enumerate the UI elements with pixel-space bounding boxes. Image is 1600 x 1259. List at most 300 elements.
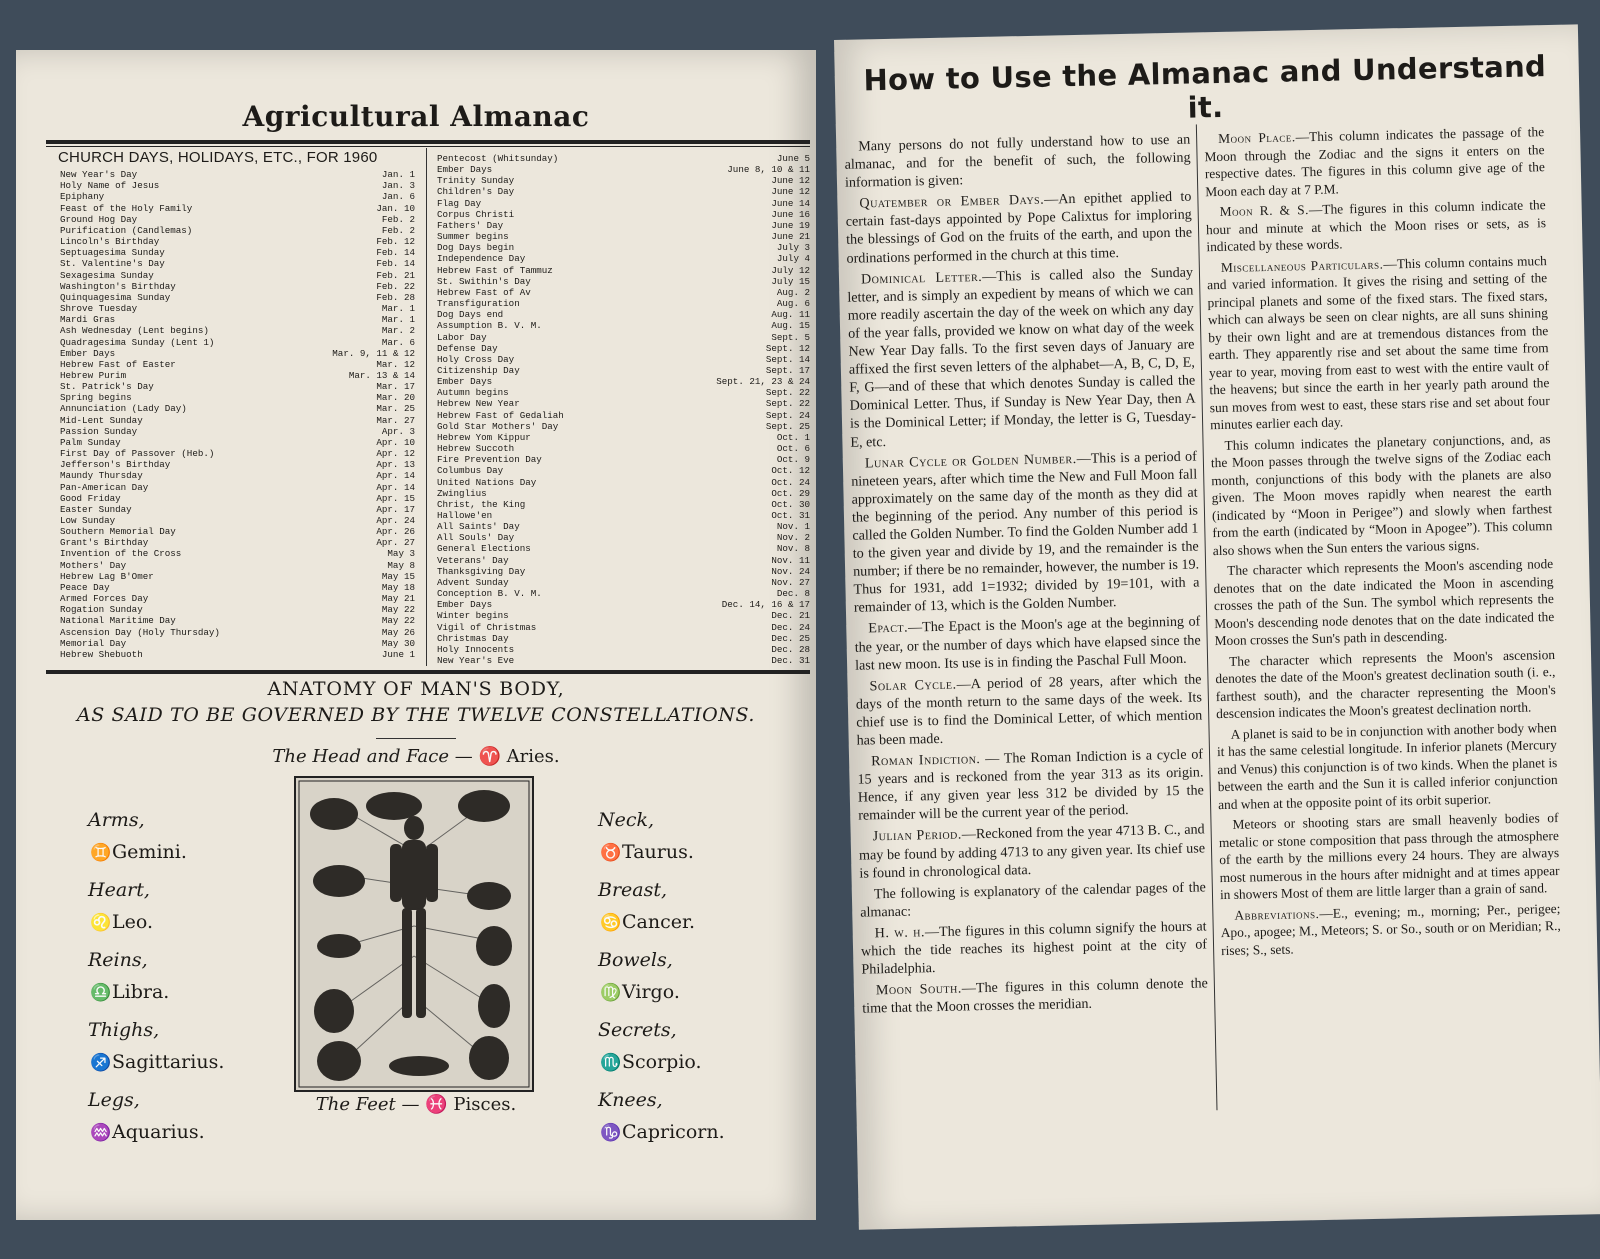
holiday-row xyxy=(46,560,421,571)
holiday-date: Nov. 1 xyxy=(776,521,810,533)
holiday-row xyxy=(46,504,421,515)
explanation-paragraph xyxy=(1213,555,1555,650)
gemini-icon: ♊ xyxy=(90,843,112,863)
holiday-name: Hebrew Fast of Tammuz xyxy=(437,264,553,276)
holiday-row xyxy=(46,403,421,414)
body-part-label: Bowels, xyxy=(598,949,673,971)
holiday-row xyxy=(46,258,421,269)
holiday-name: Ember Days xyxy=(437,599,493,611)
explanation-column-2 xyxy=(1204,123,1561,962)
paragraph-lead: Moon South. xyxy=(875,980,963,999)
holiday-date: Apr. 12 xyxy=(376,448,415,460)
zodiac-sign-line xyxy=(598,836,694,869)
holiday-name: Armed Forces Day xyxy=(60,593,149,605)
holiday-date: Dec. 14, 16 & 17 xyxy=(721,599,810,611)
holiday-name: Holy Cross Day xyxy=(437,353,515,365)
holiday-name: Christmas Day xyxy=(437,632,509,644)
zodiac-man-illustration xyxy=(294,776,534,1092)
zodiac-sign-line xyxy=(88,1046,224,1079)
holiday-row xyxy=(433,153,810,164)
paragraph-lead: Roman Indiction. xyxy=(870,751,981,770)
holiday-row xyxy=(46,180,421,191)
how-to-use-title: How to Use the Almanac and Understand it. xyxy=(863,49,1547,125)
church-days-left-column xyxy=(46,148,421,660)
holiday-date: May 22 xyxy=(381,615,415,627)
holiday-date: Jan. 6 xyxy=(381,191,415,203)
cancer-icon: ♋ xyxy=(600,913,622,933)
holiday-row xyxy=(433,164,810,175)
zodiac-sign-line xyxy=(88,906,153,939)
holiday-row xyxy=(46,169,421,180)
holiday-date: Jan. 1 xyxy=(381,169,415,181)
zodiac-sign-name: Aquarius. xyxy=(112,1121,205,1143)
holiday-date: Mar. 25 xyxy=(376,403,415,415)
holiday-row xyxy=(433,365,810,376)
table-bottom-rule xyxy=(46,670,810,674)
holiday-row xyxy=(433,276,810,287)
holiday-name: Invention of the Cross xyxy=(60,548,182,560)
explanation-paragraph xyxy=(857,746,1204,826)
holiday-name: Pentecost (Whitsunday) xyxy=(437,153,559,164)
holiday-date: June 16 xyxy=(771,208,810,220)
holiday-date: Oct. 9 xyxy=(776,454,810,466)
paragraph-text: —Reckoned from the year 4713 B. C., and may be found by adding 4713 to any given year. Its chief use is found in chronological data. xyxy=(858,821,1206,882)
explanation-paragraph xyxy=(1207,252,1551,434)
holiday-date: Apr. 14 xyxy=(376,470,415,482)
holiday-name: Passion Sunday xyxy=(60,425,138,437)
holiday-row xyxy=(433,599,810,610)
holiday-date: July 12 xyxy=(771,264,810,276)
holiday-name: Hebrew New Year xyxy=(437,398,520,410)
holiday-name: Fathers' Day xyxy=(437,219,504,231)
church-days-heading: CHURCH DAYS, HOLIDAYS, ETC., FOR 1960 xyxy=(58,149,378,166)
church-days-table xyxy=(46,148,810,668)
holiday-name: St. Valentine's Day xyxy=(60,258,165,270)
holiday-name: Fire Prevention Day xyxy=(437,454,542,466)
anatomy-subtitle: AS SAID TO BE GOVERNED BY THE TWELVE CONSTELLATIONS. xyxy=(76,704,756,726)
holiday-name: Veterans' Day xyxy=(437,554,509,566)
holiday-row xyxy=(46,203,421,214)
holiday-name: Thanksgiving Day xyxy=(437,565,526,577)
church-days-right-column xyxy=(426,148,810,666)
feet-part-label: The Feet — xyxy=(315,1094,420,1115)
holiday-name: Summer begins xyxy=(437,231,509,243)
holiday-row xyxy=(46,482,421,493)
holiday-date: May 8 xyxy=(387,559,415,571)
holiday-date: Feb. 12 xyxy=(376,236,415,248)
holiday-date: Aug. 2 xyxy=(776,286,810,298)
holiday-row xyxy=(433,432,810,443)
holiday-row xyxy=(46,270,421,281)
holiday-row xyxy=(46,627,421,638)
zodiac-sign-name: Gemini. xyxy=(112,841,187,863)
holiday-row xyxy=(46,370,421,381)
paragraph-text: Meteors or shooting stars are small heavenly bodies of metalic or stone composition that pass through the atmosphere of the earth by the millions every 24 hours. They are always most numerous in the hours after midnight and at times appear in showers Most of them are little larger than a grain of sand. xyxy=(1218,810,1560,903)
holiday-date: Nov. 8 xyxy=(776,543,810,555)
explanation-paragraph xyxy=(1206,196,1547,256)
holiday-row xyxy=(433,577,810,588)
holiday-name: Ash Wednesday (Lent begins) xyxy=(60,325,209,337)
holiday-row xyxy=(46,437,421,448)
holiday-row xyxy=(46,225,421,236)
head-part-label: The Head and Face — xyxy=(272,746,473,767)
holiday-date: June 14 xyxy=(771,197,810,209)
holiday-date: Dec. 25 xyxy=(771,632,810,644)
holiday-date: Dec. 31 xyxy=(771,655,810,667)
holiday-row xyxy=(46,292,421,303)
holiday-date: Feb. 14 xyxy=(376,247,415,259)
scorpio-icon: ♏ xyxy=(600,1053,622,1073)
holiday-name: Holy Innocents xyxy=(437,643,515,655)
zodiac-sign-line xyxy=(88,976,169,1009)
holiday-name: Gold Star Mothers' Day xyxy=(437,420,559,432)
holiday-date: May 26 xyxy=(381,626,415,638)
holiday-name: Winter begins xyxy=(437,610,509,622)
holiday-date: Oct. 6 xyxy=(776,443,810,455)
holiday-date: Nov. 27 xyxy=(771,576,810,588)
zodiac-sign-line xyxy=(598,1046,702,1079)
holiday-date: Feb. 2 xyxy=(381,213,415,225)
holiday-row xyxy=(46,236,421,247)
holiday-date: Feb. 28 xyxy=(376,291,415,303)
holiday-row xyxy=(433,510,810,521)
feet-caption xyxy=(16,1094,816,1115)
holiday-date: May 22 xyxy=(381,604,415,616)
holiday-name: Hebrew Fast of Av xyxy=(437,286,531,298)
holiday-date: Mar. 13 & 14 xyxy=(348,369,415,381)
holiday-row xyxy=(46,537,421,548)
holiday-name: Trinity Sunday xyxy=(437,175,515,187)
head-sign-label: Aries. xyxy=(506,746,560,767)
holiday-row xyxy=(46,582,421,593)
holiday-row xyxy=(433,354,810,365)
holiday-date: May 15 xyxy=(381,570,415,582)
holiday-row xyxy=(46,359,421,370)
paragraph-text: A planet is said to be in conjunction with another body when it has the same celestial longitude. In inferior planets (Mercury and Venus) this conjunction is of two kinds. When the planet is between the earth and the Sun it is called inferior conjunction and when at the opposite point of its orbit superior. xyxy=(1216,719,1558,812)
holiday-name: Grant's Birthday xyxy=(60,537,149,549)
zodiac-sign-line xyxy=(88,1116,205,1149)
explanation-paragraph xyxy=(860,878,1207,921)
holiday-name: Ember Days xyxy=(437,376,493,388)
holiday-date: Apr. 26 xyxy=(376,526,415,538)
holiday-date: Oct. 12 xyxy=(771,465,810,477)
holiday-date: Sept. 21, 23 & 24 xyxy=(716,376,810,388)
holiday-date: Feb. 21 xyxy=(376,269,415,281)
body-part-label: Arms, xyxy=(88,809,145,831)
paragraph-text: —The figures in this column denote the time that the Moon crosses the meridian. xyxy=(862,975,1209,1017)
holiday-name: New Year's Eve xyxy=(437,655,515,667)
holiday-name: Jefferson's Birthday xyxy=(60,459,171,471)
holiday-name: Children's Day xyxy=(437,186,515,198)
holiday-row xyxy=(46,638,421,649)
holiday-name: Hebrew Fast of Gedaliah xyxy=(437,409,564,421)
zodiac-sign-name: Sagittarius. xyxy=(112,1051,225,1073)
holiday-row xyxy=(433,421,810,432)
holiday-row xyxy=(433,320,810,331)
anatomy-title: ANATOMY OF MAN'S BODY, xyxy=(267,678,565,700)
holiday-date: July 3 xyxy=(776,242,810,254)
holiday-row xyxy=(46,247,421,258)
holiday-name: Quinquagesima Sunday xyxy=(60,291,171,303)
holiday-row xyxy=(433,209,810,220)
leo-icon: ♌ xyxy=(90,913,112,933)
holiday-name: Good Friday xyxy=(60,492,121,504)
holiday-date: Jan. 3 xyxy=(381,180,415,192)
explanation-paragraph xyxy=(861,917,1208,979)
holiday-row xyxy=(433,198,810,209)
holiday-row xyxy=(46,615,421,626)
holiday-name: All Saints' Day xyxy=(437,521,520,533)
paragraph-text: The character which represents the Moon's ascension denotes the date of the Moon's greatest declination south (i. e., farthest south), and the character representing the Moon's descension indicates the Moon's greatest declination north. xyxy=(1215,646,1556,722)
holiday-row xyxy=(433,387,810,398)
holiday-date: Dec. 21 xyxy=(771,610,810,622)
holiday-row xyxy=(433,398,810,409)
holiday-name: Hebrew Fast of Easter xyxy=(60,358,176,370)
holiday-date: Mar. 1 xyxy=(381,314,415,326)
paragraph-text: —This column contains much and varied information. It gives the rising and setting of the principal planets and some of the fixed stars. The fixed stars, which can always be seen on clear nights, are all suns shining by their own light and are at tremendous distances from the earth. They apparently rise and set about the same time from year to year, moving from east to west with the entire vault of the heavens; but since the earth in her yearly path around the sun moves from west to east, these stars rise and set about four minutes earlier each day. xyxy=(1207,252,1550,433)
holiday-row xyxy=(46,392,421,403)
holiday-row xyxy=(433,488,810,499)
holiday-date: Dec. 8 xyxy=(776,588,810,600)
holiday-row xyxy=(46,571,421,582)
paragraph-lead: Miscellaneous Particulars. xyxy=(1220,256,1384,275)
holiday-date: Apr. 13 xyxy=(376,459,415,471)
holiday-date: June 5 xyxy=(776,153,810,164)
holiday-date: Sept. 24 xyxy=(765,409,810,421)
holiday-date: Sept. 5 xyxy=(771,331,810,343)
paragraph-lead: Julian Period. xyxy=(872,826,963,845)
holiday-date: Oct. 31 xyxy=(771,510,810,521)
holiday-row xyxy=(46,548,421,559)
aries-icon: ♈ xyxy=(478,746,501,767)
holiday-date: Oct. 29 xyxy=(771,487,810,499)
paragraph-text: —This is called also the Sunday letter, and is simply an expedient by means of which we can more readily ascertain the day of the week on which any day of the year falls, provided we know on what day of the week New Year Day falls. To the first seven days of January are affixed the first seven letters of the alphabet—A, B, C, D, E, F, G—and of these that which denotes Sunday is called the Dominical Letter. Thus, if Sunday is New Year Day, then A is the Dominical Letter; if Monday, the letter is G, Tuesday-E, etc. xyxy=(847,264,1197,451)
holiday-name: Lincoln's Birthday xyxy=(60,236,160,248)
paragraph-text: —A period of 28 years, after which the days of the month return to the same days of the week. Its chief use is to find the Dominical Letter, of which mention has been made. xyxy=(855,671,1203,749)
holiday-date: July 15 xyxy=(771,275,810,287)
holiday-name: Holy Name of Jesus xyxy=(60,180,160,192)
holiday-date: Mar. 12 xyxy=(376,358,415,370)
holiday-row xyxy=(433,521,810,532)
holiday-date: Apr. 10 xyxy=(376,436,415,448)
holiday-date: Mar. 2 xyxy=(381,325,415,337)
holiday-name: St. Patrick's Day xyxy=(60,381,154,393)
holiday-row xyxy=(433,555,810,566)
zodiac-sign-line xyxy=(598,1116,725,1149)
holiday-date: Mar. 17 xyxy=(376,381,415,393)
holiday-row xyxy=(46,526,421,537)
holiday-row xyxy=(46,325,421,336)
holiday-name: General Elections xyxy=(437,543,531,555)
zodiac-sign-name: Taurus. xyxy=(622,841,694,863)
holiday-name: Ascension Day (Holy Thursday) xyxy=(60,626,220,638)
holiday-row xyxy=(433,242,810,253)
holiday-name: Quadragesima Sunday (Lent 1) xyxy=(60,336,215,348)
holiday-date: Apr. 27 xyxy=(376,537,415,549)
holiday-date: Nov. 24 xyxy=(771,565,810,577)
holiday-name: First Day of Passover (Heb.) xyxy=(60,448,215,460)
holiday-row xyxy=(433,332,810,343)
holiday-name: Hebrew Purim xyxy=(60,369,127,381)
explanation-paragraph xyxy=(845,188,1192,268)
paragraph-lead: Solar Cycle. xyxy=(869,676,957,695)
holiday-date: Feb. 14 xyxy=(376,258,415,270)
holiday-date: May 18 xyxy=(381,581,415,593)
holiday-name: Hebrew Lag B'Omer xyxy=(60,570,154,582)
holiday-row xyxy=(46,426,421,437)
holiday-name: Mothers' Day xyxy=(60,559,127,571)
right-page xyxy=(834,24,1600,1229)
holiday-name: Dog Days begin xyxy=(437,242,515,254)
explanation-paragraph xyxy=(854,613,1201,675)
holiday-row xyxy=(433,287,810,298)
holiday-name: Christ, the King xyxy=(437,498,526,510)
holiday-row xyxy=(46,281,421,292)
holiday-date: Apr. 15 xyxy=(376,492,415,504)
holiday-row xyxy=(433,443,810,454)
holiday-name: Hebrew Succoth xyxy=(437,443,515,455)
holiday-name: Advent Sunday xyxy=(437,576,509,588)
holiday-name: All Souls' Day xyxy=(437,532,515,544)
zodiac-sign-entry xyxy=(88,804,187,869)
holiday-date: Aug. 15 xyxy=(771,320,810,332)
body-part-label: Knees, xyxy=(598,1089,663,1111)
holiday-date: Sept. 17 xyxy=(765,364,810,376)
holiday-row xyxy=(433,343,810,354)
holiday-row xyxy=(433,265,810,276)
paragraph-text: —E., evening; m., morning; Per., perigee; Apo., apogee; M., Meteors; S. or So., south or on Meridian; R., rises; S., sets. xyxy=(1220,900,1561,958)
explanation-paragraph xyxy=(1216,719,1558,814)
zodiac-sign-name: Cancer. xyxy=(622,911,696,933)
holiday-name: Sexagesima Sunday xyxy=(60,269,154,281)
zodiac-sign-entry xyxy=(88,874,153,939)
holiday-row xyxy=(46,515,421,526)
holiday-name: Shrove Tuesday xyxy=(60,303,138,315)
holiday-date: May 3 xyxy=(387,548,415,560)
paragraph-text: — The Roman Indiction is a cycle of 15 years and is reckoned from the year 313 as its origin. Hence, if any given year less 312 be divided by 15 the remainder will be the current year of the period. xyxy=(857,746,1204,825)
holiday-date: Sept. 25 xyxy=(765,420,810,432)
libra-icon: ♎ xyxy=(90,983,112,1003)
holiday-name: Epiphany xyxy=(60,191,105,203)
holiday-row xyxy=(433,566,810,577)
holiday-name: Palm Sunday xyxy=(60,436,121,448)
holiday-row xyxy=(46,348,421,359)
holiday-row xyxy=(433,655,810,666)
holiday-row xyxy=(46,649,421,660)
virgo-icon: ♍ xyxy=(600,983,622,1003)
holiday-row xyxy=(46,415,421,426)
paragraph-text: Many persons do not fully understand how to use an almanac, and for the benefit of such, the following information is given: xyxy=(844,131,1191,191)
paragraph-text: —The figures in this column indicate the hour and minute at which the Moon rises or sets, as is indicated by these words. xyxy=(1205,197,1547,255)
holiday-name: Washington's Birthday xyxy=(60,280,176,292)
zodiac-sign-name: Leo. xyxy=(112,911,154,933)
holiday-row xyxy=(433,309,810,320)
zodiac-sign-name: Capricorn. xyxy=(622,1121,725,1143)
holiday-name: Assumption B. V. M. xyxy=(437,320,542,332)
holiday-date: Apr. 17 xyxy=(376,503,415,515)
explanation-paragraph xyxy=(1215,646,1556,723)
holiday-row xyxy=(433,220,810,231)
holiday-row xyxy=(433,532,810,543)
holiday-row xyxy=(433,499,810,510)
holiday-row xyxy=(433,410,810,421)
zodiac-sign-name: Scorpio. xyxy=(622,1051,702,1073)
zodiac-sign-entry xyxy=(598,874,695,939)
zodiac-sign-entry xyxy=(88,944,169,1009)
holiday-name: Mid-Lent Sunday xyxy=(60,414,143,426)
title-rule xyxy=(46,140,810,144)
body-part-label: Heart, xyxy=(88,879,150,901)
paragraph-text: The character which represents the Moon's ascending node denotes that on the date indicated the Moon in ascending crosses the path of the Sun. The symbol which represents the Moon's descending node denotes that on the date indicated the Moon crosses the Sun's path in descending. xyxy=(1213,556,1555,649)
pisces-icon: ♓ xyxy=(425,1094,448,1115)
holiday-date: Apr. 24 xyxy=(376,515,415,526)
holiday-name: Citizenship Day xyxy=(437,364,520,376)
paragraph-lead: Epact. xyxy=(868,620,909,637)
holiday-date: May 21 xyxy=(381,593,415,605)
holiday-row xyxy=(433,610,810,621)
zodiac-sign-line xyxy=(598,906,695,939)
holiday-date: June 8, 10 & 11 xyxy=(727,164,810,176)
feet-sign-label: Pisces. xyxy=(453,1094,517,1115)
body-part-label: Legs, xyxy=(88,1089,140,1111)
holiday-name: Low Sunday xyxy=(60,515,116,526)
paragraph-text: This column indicates the planetary conjunctions, and, as the Moon passes through the twelve signs of the Zodiac each month, conjunctions of this body with the planets are also given. The Moon moves rapidly when nearest the earth (indicated by “Moon in Perigee”) and slowly when farthest from the earth (indicated by “Moon in Apogee”). This column also shows when the Sun enters the various signs. xyxy=(1210,430,1553,558)
zodiac-sign-entry xyxy=(598,1014,702,1079)
zodiac-sign-entry xyxy=(88,1014,224,1079)
holiday-row xyxy=(433,175,810,186)
zodiac-sign-line xyxy=(88,836,187,869)
holiday-name: Corpus Christi xyxy=(437,208,515,220)
holiday-name: Autumn begins xyxy=(437,387,509,399)
holiday-date: Sept. 22 xyxy=(765,387,810,399)
paragraph-lead: Moon R. & S. xyxy=(1219,202,1310,219)
holiday-date: May 30 xyxy=(381,637,415,649)
holiday-row xyxy=(433,633,810,644)
ornament-divider xyxy=(376,738,456,739)
holiday-date: Mar. 27 xyxy=(376,414,415,426)
holiday-name: Zwinglius xyxy=(437,487,487,499)
holiday-date: Feb. 2 xyxy=(381,224,415,236)
holiday-name: Conception B. V. M. xyxy=(437,588,542,600)
holiday-name: Southern Memorial Day xyxy=(60,526,176,538)
holiday-name: Septuagesima Sunday xyxy=(60,247,165,259)
holiday-row xyxy=(433,644,810,655)
holiday-date: Oct. 1 xyxy=(776,431,810,443)
holiday-row xyxy=(46,448,421,459)
holiday-date: Mar. 1 xyxy=(381,303,415,315)
holiday-date: June 21 xyxy=(771,231,810,243)
paragraph-lead: H. w. h. xyxy=(874,924,926,942)
holiday-name: Flag Day xyxy=(437,197,482,209)
holiday-date: June 19 xyxy=(771,219,810,231)
paragraph-text: —The Epact is the Moon's age at the beginning of the year, or the number of days which have elapsed since the last new moon. Its use is in finding the Paschal Full Moon. xyxy=(854,613,1201,674)
holiday-row xyxy=(433,622,810,633)
holiday-name: Maundy Thursday xyxy=(60,470,143,482)
holiday-name: Purification (Candlemas) xyxy=(60,224,193,236)
holiday-name: Dog Days end xyxy=(437,309,504,321)
holiday-row xyxy=(46,459,421,470)
holiday-name: Labor Day xyxy=(437,331,487,343)
aquarius-icon: ♒ xyxy=(90,1123,112,1143)
holiday-row xyxy=(46,593,421,604)
paragraph-text: The following is explanatory of the calendar pages of the almanac: xyxy=(860,879,1206,921)
paragraph-lead: Abbreviations. xyxy=(1234,905,1320,923)
holiday-name: National Maritime Day xyxy=(60,615,176,627)
head-face-caption xyxy=(16,746,816,767)
holiday-date: June 12 xyxy=(771,175,810,187)
holiday-date: Oct. 30 xyxy=(771,498,810,510)
explanation-paragraph xyxy=(851,447,1200,617)
